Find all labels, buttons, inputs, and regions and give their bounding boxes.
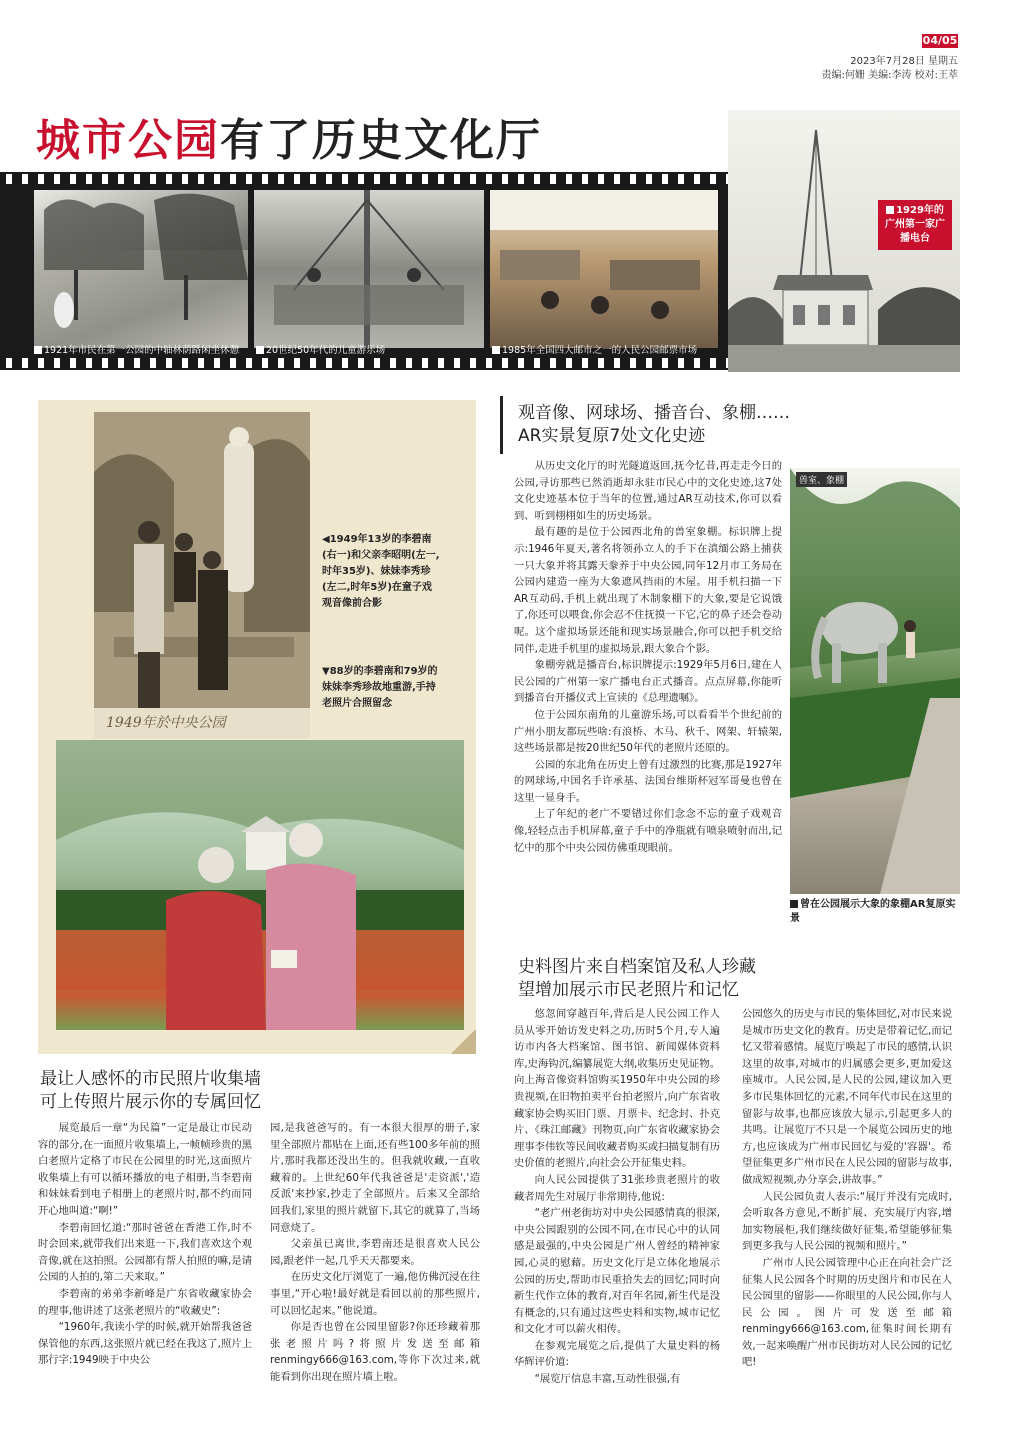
- title-highlight: 城市公园: [36, 115, 220, 166]
- section2-headline-1: 史料图片来自档案馆及私人珍藏: [518, 957, 756, 977]
- section1-paragraph: 从历史文化厅的时光隧道返回,抚今忆昔,再走走今日的公园,寻访那些已然消逝却永驻市民心中的文化史迹,这7处文化史迹基本位于当年的位置,通过AR互动技术,你可以看到、听到栩栩如生的历史场景。: [514, 460, 782, 522]
- section2-paragraph: “老广州老街坊对中央公园感情真的很深,中央公园跟别的公园不同,在市民心中的认同感是最强的,中央公园是广州人曾经的精神家园,心灵的慰藉。历史文化厅是立体化地展示公园的历史,帮助市民重拾失去的回忆;同时向新生代作立体的教育,对百年名园,新生代是没有概念的,只有通过这些史料和实物,城市记忆和文化才可以薪火相传。: [514, 1207, 720, 1336]
- section3-column-1: [38, 1120, 252, 1369]
- section1-headline-1: 观音像、网球场、播音台、象棚……: [518, 403, 790, 423]
- film-sprockets-top: [0, 174, 728, 184]
- section3-headline: [40, 1068, 460, 1114]
- film-photo-playground: [254, 190, 484, 348]
- section3-paragraph: 李碧南回忆道:“那时爸爸在香港工作,时不时会回来,就带我们出来逛一下,我们喜欢这个观音像,就在这拍照。公园都有帮人拍照的嘛,是请公园的人拍的,第二天来取。”: [38, 1221, 252, 1284]
- old-family-photo: [94, 412, 310, 738]
- issue-date: 2023年7月28日 星期五: [850, 56, 958, 67]
- section3-paragraph: 李碧南的弟弟李新峰是广东省收藏家协会的理事,他讲述了这张老照片的“收藏史”:: [38, 1287, 252, 1317]
- editor-credits: 责编:何姗 美编:李涛 校对:王萃: [821, 70, 958, 81]
- sisters-reunion-photo: [56, 740, 464, 1030]
- radio-caption-text: 1929年的广州第一家广播电台: [885, 205, 945, 244]
- section2-paragraph: 人民公园负责人表示:“展厅并没有完成时,会听取各方意见,不断扩展、充实展厅内容,增加实物展柜,我们继续做好征集,希望能够征集到更多我与人民公园的视频和照片。”: [742, 1190, 952, 1253]
- boulevard-sketch: [34, 190, 248, 348]
- film-sprockets-bottom: [0, 358, 728, 368]
- elephant-caption: [790, 898, 960, 926]
- section2-column-2: [742, 1006, 952, 1371]
- section1-accent: [500, 396, 503, 454]
- section3-paragraph: 父亲虽已离世,李碧南还是很喜欢人民公园,跟老伴一起,几乎天天都要来。: [270, 1238, 480, 1267]
- section1-paragraph: 象棚旁就是播音台,标识牌提示:1929年5月6日,建在人民公园的广州第一家广播电台正式播音。点点屏幕,你能听到播音台开播仪式上宣读的《总理遗嘱》。: [514, 659, 782, 705]
- caption-marker: [790, 900, 798, 908]
- section2-headline: [518, 956, 938, 1002]
- section1-headline: [518, 402, 818, 448]
- section1-body: [514, 458, 782, 856]
- section3-headline-2: 可上传照片展示你的专属回忆: [40, 1092, 261, 1112]
- film-caption-3: [492, 344, 697, 358]
- section2-paragraph: 悠忽间穿越百年,背后是人民公园工作人员从零开始访发史料之功,历时5个月,专人遍访市内各大档案馆、图书馆、新闻媒体资料库,史海钩沉,编纂展览大纲,收集历史见证物。向上海音像资料馆购买1950年中央公园的珍贵视频,在旧物拍卖平台拍老照片,向广东省收藏家协会购买旧门票、月票卡、纪念封、扑克片、《珠江邮藏》刊物页,向广东省收藏家协会理事李伟钦等民间收藏者购买或扫描复制有历史价值的老照片,向社会公开征集史料。: [514, 1008, 720, 1170]
- section3-paragraph: 在历史文化厅浏览了一遍,他仿佛沉浸在往事里,“开心啦!最好就是看回以前的那些照片,可以回忆起来。”他说道。: [270, 1271, 480, 1317]
- old-photo-caption: ◀1949年13岁的李碧南(右一)和父亲李昭明(左一,时年35岁)、妹妹李秀珍(左二,时年5岁)在童子戏观音像前合影: [322, 534, 440, 609]
- old-family-photo-sketch: [94, 412, 310, 738]
- playground-sketch: [254, 190, 484, 348]
- page-title: [36, 104, 542, 168]
- page-fold: [450, 1030, 476, 1054]
- section1-headline-2: AR实景复原7处文化史迹: [518, 426, 706, 446]
- film-caption-3-text: 1985年全国四大邮市之一的人民公园邮票市场: [502, 345, 698, 356]
- caption-marker: [256, 346, 264, 354]
- section3-paragraph: 展览最后一章“为民篇”一定是最让市民动容的部分,在一面照片收集墙上,一帧帧珍贵的黑白老照片定格了市民在公园里的时光,这面照片收集墙上有可以循环播放的电子相册,当李碧南和妹妹看到电子相册上的老照片时,都不约而同开心地叫道:“啊!”: [38, 1122, 252, 1217]
- section2-paragraph: 在参观完展览之后,提供了大量史料的杨华辉评价道:: [514, 1339, 720, 1369]
- stamp-market-sketch: [490, 190, 718, 348]
- title-rest: 有了历史文化厅: [220, 115, 542, 166]
- section2-paragraph: 广州市人民公园管理中心正在向社会广泛征集人民公园各个时期的历史图片和市民在人民公园里的留影——你眼里的人民公园,你与人民公园。图片可发送至邮箱renmingy666@163.com,征集时间长期有效,一起来唤醒广州市民街坊对人民公园的记忆吧!: [742, 1256, 952, 1369]
- elephant-shed-ar-photo: [790, 468, 960, 894]
- section2-paragraph: “展览厅信息丰富,互动性很强,有: [534, 1373, 681, 1386]
- section1-paragraph: 最有趣的是位于公园西北角的兽室象棚。标识牌上提示:1946年夏天,著名将领孙立人的手下在滇缅公路上捕获一只大象并将其露天豢养于中央公园,同年12月市工务局在公园内建造一座为大象遮风挡雨的木屋。用手机扫描一下AR互动码,手机上就出现了木制象棚下的大象,要是它说饿了,你还可以喂食,你会忍不住抚摸一下它,它的鼻子还会卷动呢。这个虚拟场景还能和现实场景融合,你可以把手机交给同伴,走进手机里的虚拟场景,跟大象合个影。: [514, 526, 782, 655]
- section3-headline-1: 最让人感怀的市民照片收集墙: [40, 1069, 261, 1089]
- section1-paragraph: 位于公园东南角的儿童游乐场,可以看看半个世纪前的广州小朋友都玩些啥:有浪桥、木马、秋千、网架、轩辕架,这些场景都是按20世纪50年代的老照片还原的。: [514, 708, 782, 755]
- section2-paragraph: 向人民公园提供了31张珍贵老照片的收藏者周先生对展厅非常期待,他说:: [514, 1173, 720, 1203]
- film-caption-2-text: 20世纪50年代的儿童游乐场: [266, 345, 386, 356]
- radio-caption: [878, 200, 952, 250]
- page-number: 04/05: [922, 34, 958, 47]
- section2-headline-2: 望增加展示市民老照片和记忆: [518, 980, 739, 1000]
- film-photo-boulevard: [34, 190, 248, 348]
- section3-paragraph: 你是否也曾在公园里留影?你还珍藏着那张老照片吗?将照片发送至邮箱renmingy666@163.com,等你下次过来,就能看到你出现在照片墙上啦。: [270, 1321, 480, 1383]
- section1-paragraph: 上了年纪的老广不要错过你们念念不忘的童子戏观音像,轻轻点击手机屏幕,童子手中的净瓶就有喷泉喷射而出,记忆中的那个中央公园仿佛重现眼前。: [514, 808, 782, 854]
- sisters-reunion-sketch: [56, 740, 464, 1030]
- film-photo-stamp-market: [490, 190, 718, 348]
- film-strip: [0, 172, 728, 370]
- section3-paragraph: “1960年,我读小学的时候,就开始帮我爸爸保管他的东西,这张照片就已经在我这了,照片上那行字:1949映于中央公: [38, 1321, 252, 1367]
- section1-paragraph: 公园的东北角在历史上曾有过激烈的比赛,那是1927年的网球场,中国名手许承基、法国台维斯杯冠军哥曼也曾在这里一显身手。: [514, 758, 782, 804]
- caption-marker: [886, 206, 894, 214]
- elephant-caption-text: 曾在公园展示大象的象棚AR复原实景: [790, 899, 956, 924]
- caption-marker: [34, 346, 42, 354]
- elephant-shed-sketch: [790, 468, 960, 894]
- film-caption-1-text: 1921年市民在第一公园的中轴林荫路闲坐休憩: [44, 345, 240, 356]
- new-photo-caption: ▼88岁的李碧南和79岁的妹妹李秀珍故地重游,手持老照片合照留念: [322, 666, 438, 709]
- film-caption-2: [256, 344, 385, 358]
- section2-paragraph: 公园悠久的历史与市民的集体回忆,对市民来说是城市历史文化的教育。历史是带着记忆,而记忆又带着感情。展览厅唤起了市民的感情,认识这里的故事,对城市的归属感会更多,更加爱这座城市。人民公园,是人民的公园,建议加入更多市民集体回忆的元素,不同年代市民在这里的留影与故事,也都应该放大显示,引起更多人的共鸣。让展览厅不只是一个展览公园历史的地方,也应该成为广州市民回忆与爱的'容器'。希望征集更多广州市民在人民公园的留影与故事,做成短视频,办分享会,讲故事。”: [742, 1008, 952, 1186]
- section2-column-1: [514, 1006, 720, 1388]
- film-caption-1: [34, 344, 239, 358]
- caption-marker: [492, 346, 500, 354]
- elephant-photo-tag: 兽室、象棚: [796, 472, 847, 487]
- photo-inscription: 1949年於中央公园: [106, 715, 226, 731]
- section3-paragraph: 园,是我爸爸写的。有一本很大很厚的册子,家里全部照片都贴在上面,还有些100多年前的照片,那时我都还没出生的。但我就收藏,一直收藏着的。上世纪60年代我爸爸是'走资派','造反派'来抄家,抄走了全部照片。后来又全部给回我们,家里的照片就留下,其它的就算了,当场同意烧了。: [270, 1122, 480, 1234]
- section3-column-2: [270, 1120, 480, 1386]
